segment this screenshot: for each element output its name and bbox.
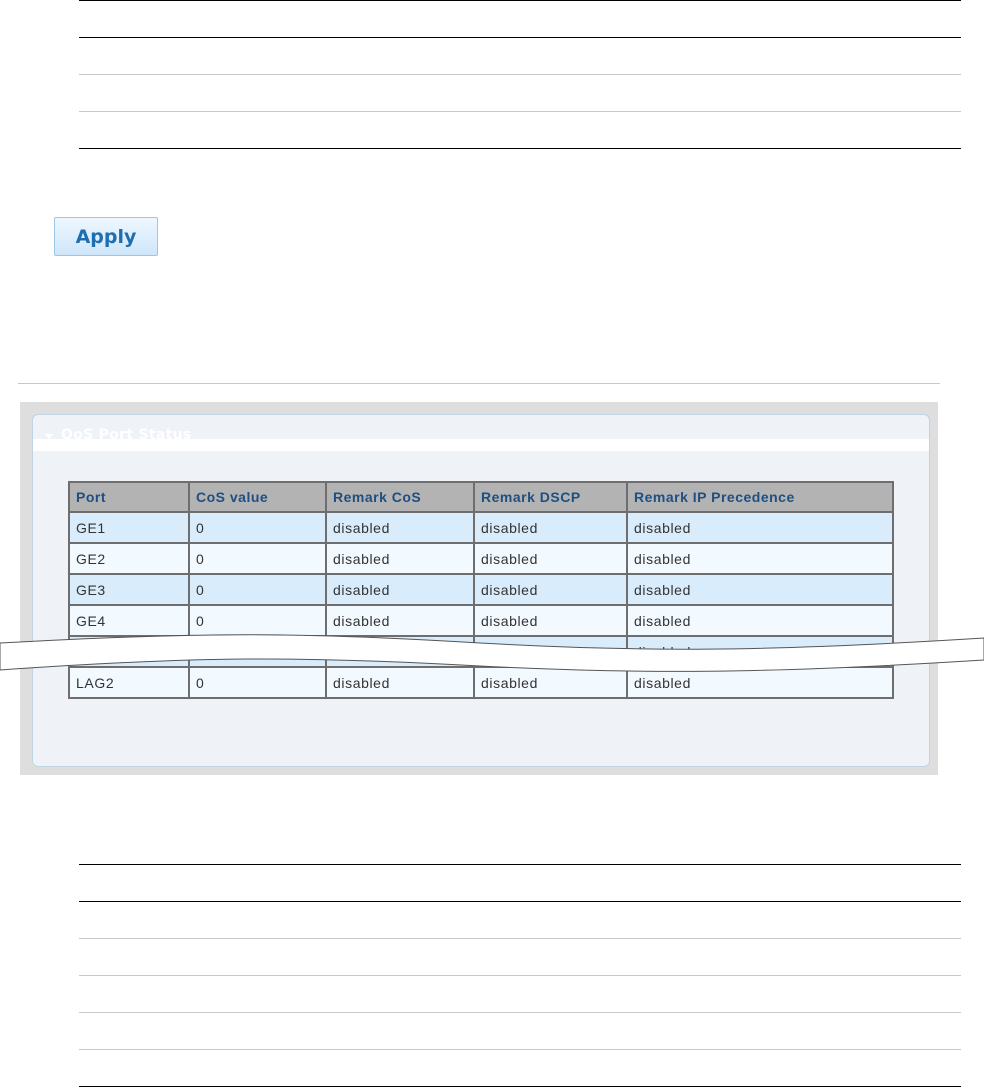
section-divider xyxy=(18,383,940,384)
cell-remark-dscp: disabled xyxy=(474,605,627,636)
column-header-remark-dscp: Remark DSCP xyxy=(474,482,627,512)
top-table-rule xyxy=(79,74,961,75)
cell-port: GE3 xyxy=(69,574,189,605)
cell-cos-value: 0 xyxy=(189,667,326,698)
cell-remark-cos: disabled xyxy=(326,543,474,574)
cell-remark-cos: disabled xyxy=(326,605,474,636)
table-header-row xyxy=(69,482,893,512)
cell-cos-value: 0 xyxy=(189,605,326,636)
top-table-rule xyxy=(79,0,961,1)
column-header-cos-value: CoS value xyxy=(189,482,326,512)
cell-remark-dscp: disabled xyxy=(474,667,627,698)
bottom-table-rule xyxy=(79,975,961,976)
bottom-table-rule xyxy=(79,938,961,939)
bottom-table-rule xyxy=(79,1049,961,1050)
cell-port: GE4 xyxy=(69,605,189,636)
cell-remark-dscp: disabled xyxy=(474,543,627,574)
cell-remark-cos: disabled xyxy=(326,667,474,698)
truncation-break-band xyxy=(0,630,984,676)
cell-remark-dscp: disabled xyxy=(474,574,627,605)
panel-title: QoS Port Status xyxy=(61,427,192,443)
bottom-table-rule xyxy=(79,901,961,902)
cell-remark-dscp: disabled xyxy=(474,512,627,543)
cell-remark-cos: disabled xyxy=(326,574,474,605)
cell-cos-value: 0 xyxy=(189,574,326,605)
cell-cos-value: 0 xyxy=(189,543,326,574)
apply-button[interactable]: Apply xyxy=(54,217,158,256)
cell-port: GE2 xyxy=(69,543,189,574)
column-header-remark-ip-precedence: Remark IP Precedence xyxy=(627,482,893,512)
top-table-rule xyxy=(79,148,961,149)
cell-remark-ip-precedence: disabled xyxy=(627,667,893,698)
column-header-port: Port xyxy=(69,482,189,512)
bottom-table-rule xyxy=(79,864,961,865)
panel-title-wrap[interactable] xyxy=(45,427,192,443)
collapse-triangle-icon[interactable] xyxy=(45,434,53,439)
top-table-rule xyxy=(79,111,961,112)
top-table-rule xyxy=(79,37,961,38)
table-row xyxy=(69,574,893,605)
cell-cos-value: 0 xyxy=(189,512,326,543)
column-header-remark-cos: Remark CoS xyxy=(326,482,474,512)
cell-remark-ip-precedence: disabled xyxy=(627,605,893,636)
cell-remark-ip-precedence: disabled xyxy=(627,543,893,574)
cell-port: GE1 xyxy=(69,512,189,543)
table-row xyxy=(69,543,893,574)
cell-remark-ip-precedence: disabled xyxy=(627,512,893,543)
bottom-table-rule xyxy=(79,1012,961,1013)
cell-port: LAG2 xyxy=(69,667,189,698)
cell-remark-cos: disabled xyxy=(326,512,474,543)
cell-remark-ip-precedence: disabled xyxy=(627,574,893,605)
table-row xyxy=(69,512,893,543)
